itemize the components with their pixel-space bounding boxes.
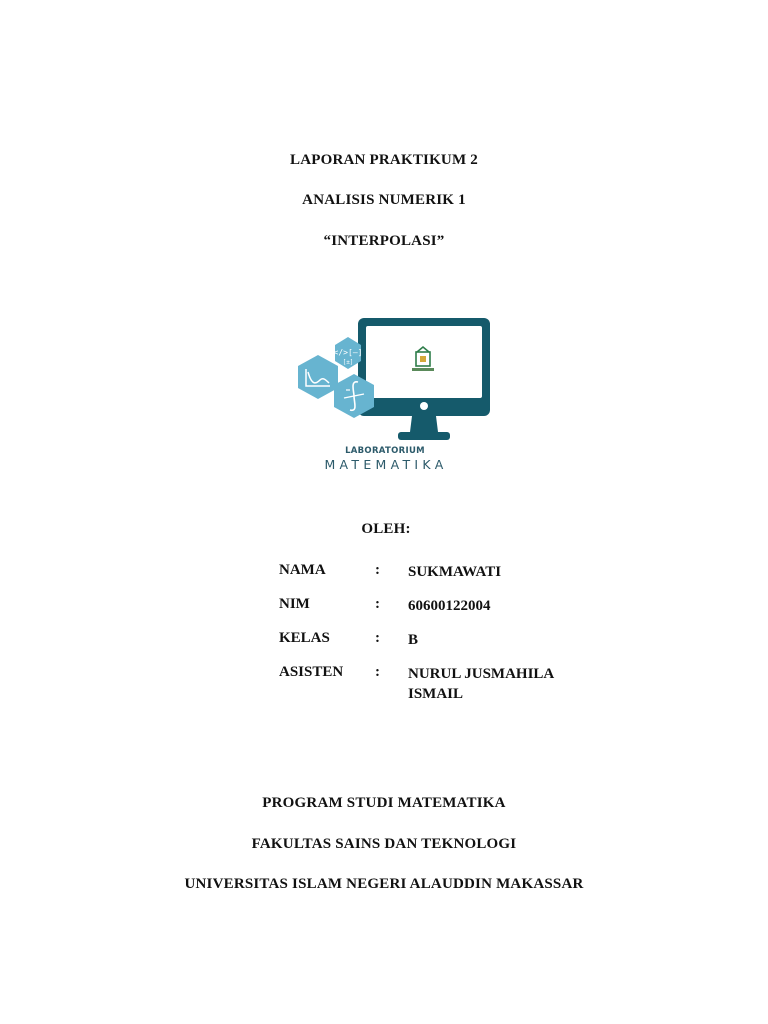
info-row-nama [279,562,599,596]
info-value: B [408,632,419,648]
info-key: ASISTEN [279,664,344,680]
logo-label-matematika: MATEMATIKA [324,457,448,472]
info-row-nim [279,596,599,630]
svg-text:</>[–]: </>[–] [333,348,363,357]
info-key: NIM [279,596,310,612]
topic-title: “INTERPOLASI” [323,233,445,249]
info-separator: : [375,664,380,680]
graph-hexagon-icon [298,355,338,399]
university-name: UNIVERSITAS ISLAM NEGERI ALAUDDIN MAKASSAR [184,876,584,892]
course-title: ANALISIS NUMERIK 1 [302,192,466,208]
info-separator: : [375,562,380,578]
report-title: LAPORAN PRAKTIKUM 2 [290,152,478,168]
info-value: NURUL JUSMAHILA ISMAIL [408,666,554,702]
monitor-icon [358,318,490,440]
info-value: SUKMAWATI [408,564,502,580]
info-row-kelas [279,630,599,664]
info-key: NAMA [279,562,326,578]
info-separator: : [375,630,380,646]
svg-text:[±]: [±] [342,359,354,366]
info-value: 60600122004 [408,598,491,614]
study-program: PROGRAM STUDI MATEMATIKA [262,795,506,811]
oleh-label: OLEH: [361,521,411,537]
faculty-name: FAKULTAS SAINS DAN TEKNOLOGI [251,836,517,852]
logo-label-laboratorium: LABORATORIUM [345,446,425,456]
info-key: KELAS [279,630,330,646]
info-row-asisten [279,664,599,708]
student-info-table [279,562,599,708]
info-separator: : [375,596,380,612]
